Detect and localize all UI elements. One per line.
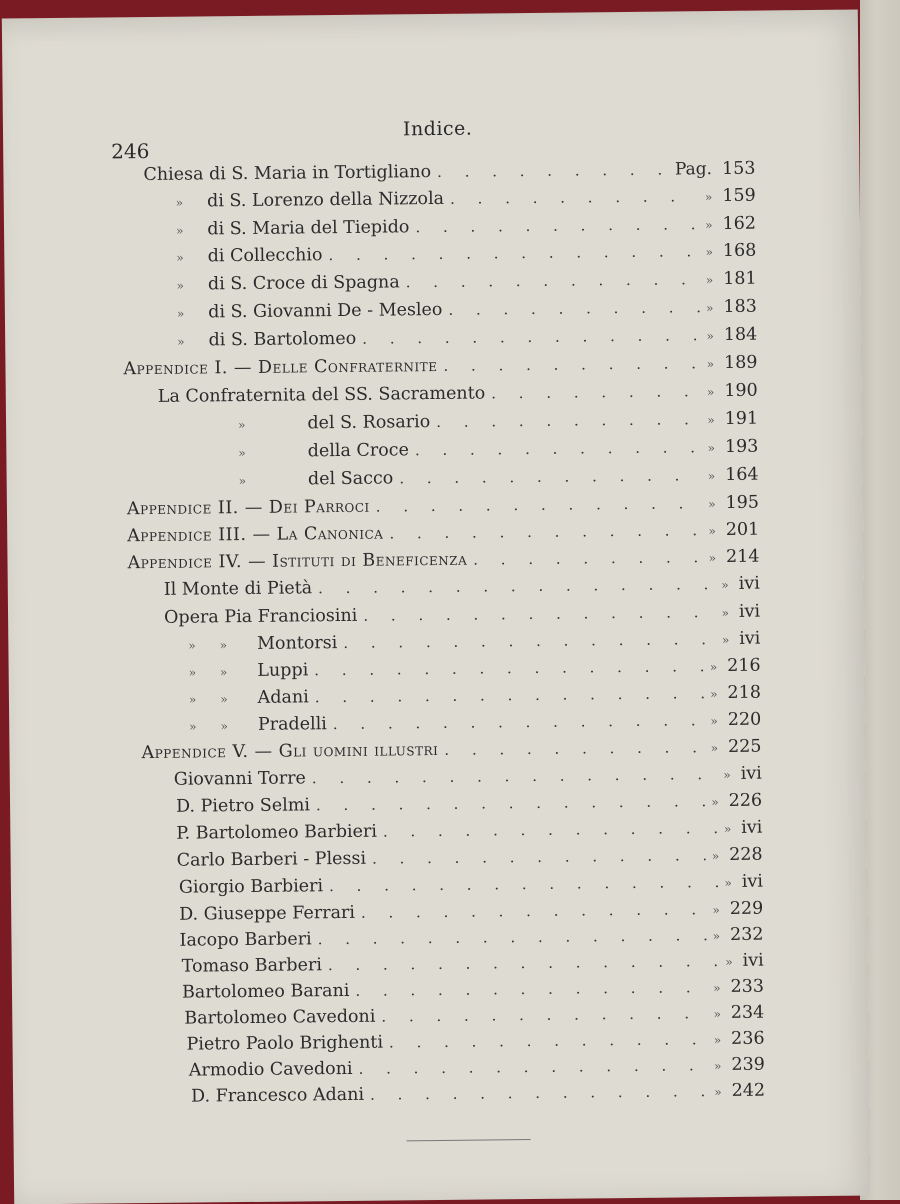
ditto-mark: »	[219, 665, 228, 680]
entry-label: di S. Maria del Tiepido	[207, 217, 410, 240]
dot-leader	[383, 819, 718, 841]
entry-label: Pradelli	[257, 714, 327, 735]
entry-page: 218	[727, 682, 762, 703]
ditto-mark: »	[721, 632, 730, 648]
entry-label: di Collecchio	[207, 245, 323, 267]
entry-label: Iacopo Barberi	[179, 929, 312, 951]
entry-page: 201	[725, 519, 760, 540]
entry-page: ivi	[739, 628, 761, 649]
dot-leader	[406, 270, 700, 291]
entry-page: 159	[722, 185, 756, 206]
dot-leader	[448, 298, 700, 319]
ditto-mark: »	[713, 1033, 722, 1048]
dot-leader	[415, 215, 699, 236]
ditto-mark: »	[706, 301, 714, 316]
entry-page: 214	[725, 546, 760, 567]
dot-leader	[491, 382, 701, 402]
entry-label: Appendice II. — Dei Parroci	[126, 496, 370, 520]
toc-entry	[191, 1081, 765, 1113]
ditto-mark: »	[189, 719, 197, 734]
entry-page: 226	[728, 790, 763, 811]
entry-page: ivi	[738, 573, 760, 594]
dot-leader	[370, 1082, 708, 1104]
entry-page: 239	[731, 1054, 765, 1075]
dot-leader	[372, 846, 706, 867]
dot-leader	[436, 410, 701, 431]
entry-page: 191	[724, 408, 759, 429]
running-head: Indice.	[402, 117, 473, 141]
entry-page: 193	[724, 436, 759, 457]
ditto-mark: »	[175, 195, 184, 210]
entry-label: del Sacco	[307, 468, 394, 490]
ditto-mark: »	[177, 334, 185, 349]
entry-page: 216	[727, 655, 761, 676]
entry-label: D. Giuseppe Ferrari	[179, 902, 356, 925]
entry-label: Giovanni Torre	[173, 768, 306, 790]
ditto-mark: »	[176, 278, 185, 293]
entry-page: 233	[730, 976, 765, 997]
dot-leader	[316, 792, 706, 814]
ditto-mark: »	[705, 218, 713, 233]
toc-entry	[238, 409, 758, 440]
entry-label: Appendice V. — Gli uomini illustri	[141, 739, 439, 764]
entry-page: 190	[724, 380, 758, 401]
end-rule	[407, 1139, 531, 1141]
entry-page: ivi	[741, 817, 763, 838]
entry-label: del S. Rosario	[307, 412, 431, 434]
entry-page: ivi	[740, 763, 762, 784]
ditto-mark: »	[708, 497, 716, 512]
ditto-mark: »	[707, 413, 715, 428]
toc-entry	[123, 353, 757, 386]
toc-entry	[176, 241, 756, 273]
dot-leader	[389, 521, 702, 542]
ditto-mark: »	[712, 929, 721, 944]
ditto-mark: »	[710, 741, 719, 756]
entry-page: ivi	[741, 871, 763, 892]
entry-label: Luppi	[257, 660, 309, 681]
dot-leader	[362, 326, 700, 348]
entry-page: 181	[723, 268, 757, 289]
ditto-mark: »	[723, 821, 732, 836]
ditto-mark: »	[710, 687, 718, 702]
entry-page: 195	[725, 492, 760, 513]
ditto-mark: »	[713, 981, 721, 996]
entry-label: di S. Lorenzo della Nizzola	[206, 188, 445, 212]
entry-label: Carlo Barberi - Plessi	[176, 848, 367, 871]
entry-label: D. Pietro Selmi	[175, 795, 311, 817]
entry-label: D. Francesco Adani	[191, 1084, 365, 1107]
entry-page: 162	[722, 213, 757, 234]
ditto-mark: »	[176, 306, 185, 321]
entry-page: ivi	[738, 601, 761, 622]
dot-leader	[314, 657, 704, 679]
ditto-mark: »	[188, 692, 197, 707]
book-page	[2, 10, 870, 1204]
entry-label: La Confraternita del SS. Sacramento	[157, 383, 486, 407]
toc-entry	[177, 269, 757, 301]
entry-page: 164	[725, 464, 759, 485]
ditto-mark: »	[238, 417, 246, 433]
entry-label: Appendice III. — La Canonica	[127, 523, 384, 547]
ditto-mark: »	[220, 692, 228, 707]
ditto-mark: »	[712, 903, 720, 918]
dot-leader	[376, 494, 703, 515]
entry-label: della Croce	[307, 440, 410, 462]
ditto-mark: »	[708, 551, 717, 566]
ditto-mark: »	[713, 1007, 721, 1022]
dot-leader	[389, 1030, 708, 1051]
ditto-mark: »	[238, 445, 246, 461]
dot-leader	[363, 603, 715, 625]
entry-label: di S. Croce di Spagna	[207, 272, 400, 295]
dot-leader	[328, 952, 720, 974]
entry-label: di S. Giovanni De - Mesleo	[208, 299, 443, 323]
entry-label: Appendice IV. — Istituti di Beneficenza	[127, 549, 468, 574]
dot-leader	[443, 354, 700, 375]
entry-label: P. Bartolomeo Barbieri	[176, 821, 378, 844]
ditto-mark: »	[710, 714, 718, 729]
dot-leader	[318, 926, 707, 948]
ditto-mark: »	[724, 875, 732, 890]
dot-leader	[399, 466, 702, 487]
dot-leader	[343, 630, 716, 652]
dot-leader	[315, 684, 705, 706]
entry-label: Opera Pia Franciosini	[163, 605, 358, 628]
entry-label: Bartolomeo Barani	[181, 980, 350, 1003]
toc-entry	[177, 325, 757, 357]
ditto-mark: »	[721, 577, 729, 593]
dot-leader	[381, 1004, 707, 1025]
entry-page: 184	[723, 324, 758, 345]
entry-label: Chiesa di S. Maria in Tortigliano	[143, 162, 432, 186]
dot-leader	[444, 738, 705, 759]
entry-page: 228	[729, 844, 763, 865]
entry-label: Il Monte di Pietà	[163, 578, 313, 600]
entry-page: 229	[729, 898, 764, 919]
entry-page: 189	[723, 352, 758, 373]
ditto-mark: »	[705, 273, 714, 288]
ditto-mark: »	[705, 245, 713, 260]
entry-page: 220	[727, 709, 762, 730]
dot-leader	[437, 161, 669, 181]
entry-label: Giorgio Barbieri	[178, 876, 324, 898]
ditto-mark: »	[711, 795, 719, 810]
ditto-mark: »	[238, 473, 247, 489]
dot-leader	[361, 900, 707, 922]
dot-leader	[328, 242, 699, 264]
dot-leader	[473, 548, 703, 568]
ditto-mark: »	[707, 469, 716, 484]
entry-label: Adani	[257, 687, 309, 708]
ditto-mark: »	[708, 524, 716, 539]
ditto-mark: »	[714, 1085, 722, 1100]
entry-page: 234	[730, 1002, 765, 1023]
ditto-mark: »	[188, 665, 197, 680]
entry-page: 225	[727, 736, 762, 757]
entry-page: ivi	[742, 950, 764, 971]
ditto-mark: »	[176, 250, 184, 265]
toc-entry	[158, 381, 758, 413]
entry-label: di S. Bartolomeo	[208, 328, 357, 351]
ditto-mark: »	[709, 660, 718, 675]
toc-entry	[177, 297, 757, 329]
entry-label: Montorsi	[256, 633, 338, 654]
pag-label: Pag.	[674, 159, 713, 180]
entry-label: Tomaso Barberi	[181, 955, 322, 977]
toc-entry	[238, 437, 758, 468]
page-number: 246	[111, 138, 150, 164]
entry-label: Bartolomeo Cavedoni	[184, 1006, 376, 1029]
ditto-mark: »	[704, 190, 713, 205]
ditto-mark: »	[220, 719, 228, 734]
entry-label: Armodio Cavedoni	[188, 1058, 353, 1081]
ditto-mark: »	[711, 849, 720, 864]
entry-page: 153	[721, 158, 756, 179]
dot-leader	[358, 1056, 708, 1078]
dot-leader	[450, 187, 699, 208]
entry-page: 242	[731, 1080, 766, 1101]
dot-leader	[355, 978, 707, 1000]
ditto-mark: »	[713, 1059, 722, 1074]
ditto-mark: »	[725, 954, 733, 969]
dot-leader	[312, 765, 718, 787]
ditto-mark: »	[175, 223, 184, 238]
ditto-mark: »	[219, 638, 228, 653]
ditto-mark: »	[706, 385, 715, 400]
ditto-mark: »	[188, 638, 196, 653]
dot-leader	[333, 711, 705, 733]
ditto-mark: »	[706, 357, 715, 372]
dot-leader	[318, 575, 715, 597]
entry-page: 183	[723, 296, 757, 317]
dot-leader	[415, 438, 702, 459]
toc-entry	[176, 186, 756, 218]
entry-label: Pietro Paolo Brighenti	[186, 1032, 384, 1055]
ditto-mark: »	[721, 605, 730, 621]
toc-entry	[164, 574, 760, 606]
ditto-mark: »	[723, 767, 731, 782]
entry-page: 236	[731, 1028, 765, 1049]
ditto-mark: »	[707, 441, 716, 456]
entry-label: Appendice I. — Delle Confraternite	[123, 355, 438, 380]
toc-entry	[239, 465, 759, 496]
ditto-mark: »	[706, 329, 714, 344]
entry-page: 168	[722, 240, 757, 261]
entry-page: 232	[729, 924, 764, 945]
dot-leader	[329, 873, 719, 895]
